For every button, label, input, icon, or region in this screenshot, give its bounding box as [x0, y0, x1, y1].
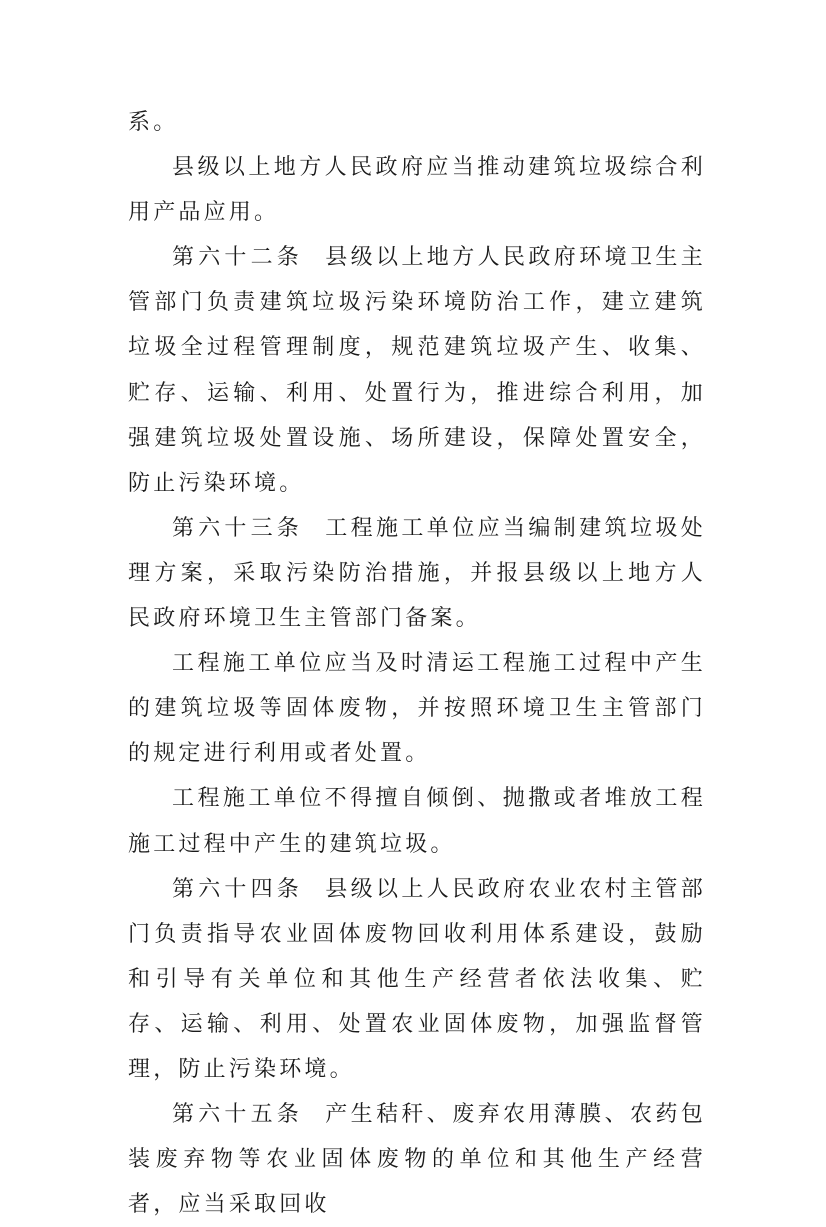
paragraph-8 [128, 1092, 706, 1227]
paragraph-4 [128, 506, 706, 641]
paragraph-1 [128, 100, 706, 145]
paragraph-5 [128, 641, 706, 776]
paragraph-8-text: 产生秸秆、废弃农用薄膜、农药包装废弃物等农业固体废物的单位和其他生产经营者，应当采取回收 [128, 1102, 706, 1218]
paragraph-6 [128, 776, 706, 866]
paragraph-4-text: 工程施工单位应当编制建筑垃圾处理方案，采取污染防治措施，并报县级以上地方人民政府环境卫生主管部门备案。 [128, 515, 706, 632]
article-65-number: 第六十五条 [172, 1102, 303, 1128]
article-62-number: 第六十二条 [172, 245, 303, 271]
paragraph-7 [128, 867, 706, 1092]
document-body [128, 100, 706, 1227]
paragraph-5-text: 工程施工单位应当及时清运工程施工过程中产生的建筑垃圾等固体废物，并按照环境卫生主管部门的规定进行利用或者处置。 [128, 651, 706, 767]
paragraph-1-text: 系。 [128, 110, 179, 135]
paragraph-3-text: 县级以上地方人民政府环境卫生主管部门负责建筑垃圾污染环境防治工作，建立建筑垃圾全过程管理制度，规范建筑垃圾产生、收集、贮存、运输、利用、处置行为，推进综合利用，加强建筑垃圾处置设施、场所建设，保障处置安全，防止污染环境。 [128, 245, 706, 496]
paragraph-2 [128, 145, 706, 235]
paragraph-6-text: 工程施工单位不得擅自倾倒、抛撒或者堆放工程施工过程中产生的建筑垃圾。 [128, 786, 706, 857]
paragraph-2-text: 县级以上地方人民政府应当推动建筑垃圾综合利用产品应用。 [128, 155, 706, 226]
paragraph-7-text: 县级以上人民政府农业农村主管部门负责指导农业固体废物回收利用体系建设，鼓励和引导有关单位和其他生产经营者依法收集、贮存、运输、利用、处置农业固体废物，加强监督管理，防止污染环境。 [128, 876, 706, 1082]
article-64-number: 第六十四条 [172, 876, 303, 902]
paragraph-3 [128, 235, 706, 506]
article-63-number: 第六十三条 [172, 515, 303, 541]
